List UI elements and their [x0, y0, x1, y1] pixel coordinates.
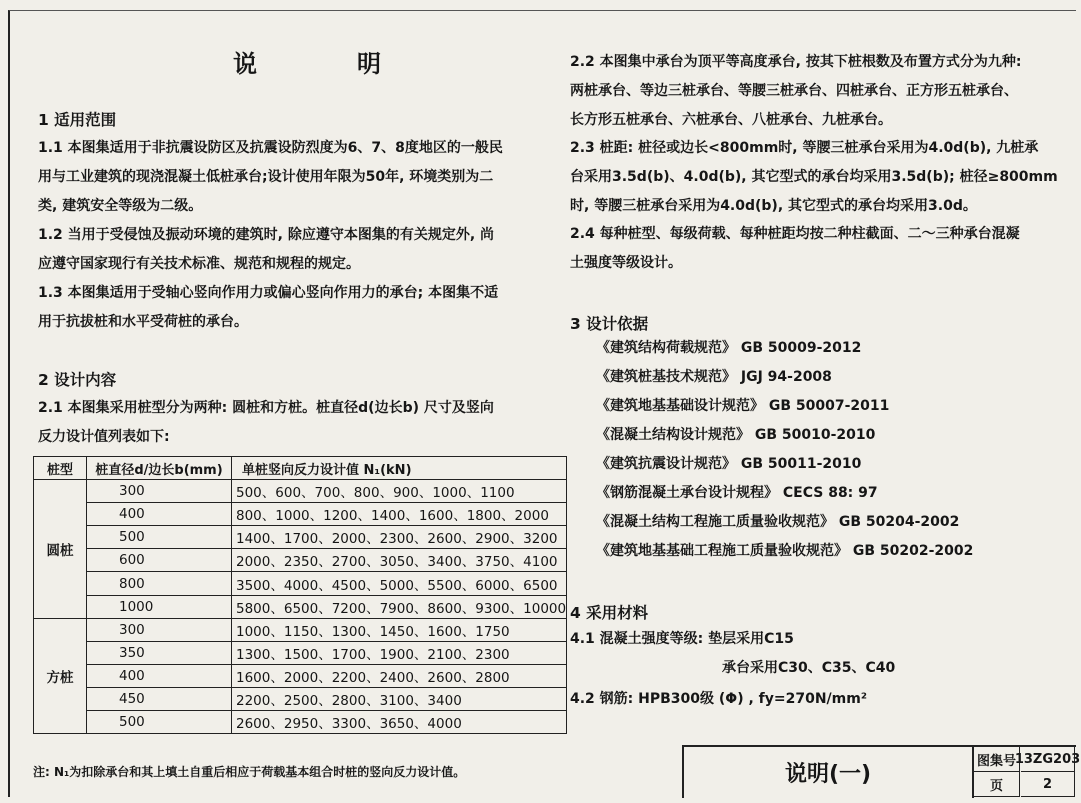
values-cell: 800、1000、1200、1400、1600、1800、2000 [232, 503, 567, 526]
size-cell: 450 [87, 687, 232, 710]
page-number: 2 [1021, 772, 1075, 797]
section-1-heading: 1 适用范围 [38, 111, 117, 129]
text-line: 2.3 桩距: 桩径或边长<800mm时, 等腰三桩承台采用为4.0d(b), 九桩承 [570, 140, 1039, 156]
size-cell: 1000 [87, 595, 232, 618]
table-row [34, 503, 567, 526]
sheet-title: 说明(一) [684, 747, 974, 798]
size-cell: 350 [87, 641, 232, 664]
values-cell: 2000、2350、2700、3050、3400、3750、4100 [232, 549, 567, 572]
reference-item: 《建筑地基基础工程施工质量验收规范》 GB 50202-2002 [596, 543, 974, 559]
values-cell: 1000、1150、1300、1450、1600、1750 [232, 618, 567, 641]
text-line: 2.2 本图集中承台为顶平等高度承台, 按其下桩根数及布置方式分为九种: [570, 54, 1022, 70]
text-line: 类, 建筑安全等级为二级。 [38, 198, 203, 214]
page-title: 说 明 [233, 50, 419, 78]
material-concrete-cap: 承台采用C30、C35、C40 [722, 660, 896, 676]
section-4-heading: 4 采用材料 [570, 604, 649, 622]
table-footnote: 注: N₁为扣除承台和其上填土自重后相应于荷载基本组合时桩的竖向反力设计值。 [33, 765, 466, 779]
section-3-heading: 3 设计依据 [570, 315, 649, 333]
column-header: 单桩竖向反力设计值 N₁(kN) [232, 457, 567, 480]
page-label: 页 [974, 772, 1020, 797]
text-line: 1.1 本图集适用于非抗震设防区及抗震设防烈度为6、7、8度地区的一般民 [38, 140, 503, 156]
pile-type-cell: 方桩 [34, 618, 87, 733]
text-line: 2.4 每种桩型、每级荷载、每种桩距均按二种柱截面、二～三种承台混凝 [570, 226, 1020, 242]
size-cell: 400 [87, 664, 232, 687]
text-line: 台采用3.5d(b)、4.0d(b), 其它型式的承台均采用3.5d(b); 桩径≥800mm [570, 169, 1058, 185]
atlas-number: 13ZG203 [1021, 747, 1075, 772]
size-cell: 500 [87, 711, 232, 734]
reference-item: 《建筑结构荷载规范》 GB 50009-2012 [596, 340, 862, 356]
size-cell: 300 [87, 618, 232, 641]
reference-list [596, 337, 973, 569]
reference-item: 《钢筋混凝土承台设计规程》 CECS 88: 97 [596, 485, 878, 501]
text-line: 两桩承台、等边三桩承台、等腰三桩承台、四桩承台、正方形五桩承台、 [570, 83, 1018, 99]
reference-item: 《建筑抗震设计规范》 GB 50011-2010 [596, 456, 862, 472]
column-header: 桩型 [34, 457, 87, 480]
table-header-row [34, 457, 567, 480]
section-2-3 [570, 134, 1058, 221]
section-2-2 [570, 48, 1021, 135]
table-row [34, 595, 567, 618]
values-cell: 2600、2950、3300、3650、4000 [232, 711, 567, 734]
text-line: 用于抗拔桩和水平受荷桩的承台。 [38, 314, 248, 330]
table-row [34, 664, 567, 687]
values-cell: 3500、4000、4500、5000、5500、6000、6500 [232, 572, 567, 595]
size-cell: 400 [87, 503, 232, 526]
values-cell: 500、600、700、800、900、1000、1100 [232, 480, 567, 503]
column-header: 桩直径d/边长b(mm) [87, 457, 232, 480]
section-2-4 [570, 220, 1020, 278]
values-cell: 1400、1700、2000、2300、2600、2900、3200 [232, 526, 567, 549]
values-cell: 5800、6500、7200、7900、8600、9300、10000 [232, 595, 567, 618]
values-cell: 1300、1500、1700、1900、2100、2300 [232, 641, 567, 664]
pile-type-cell: 圆桩 [34, 480, 87, 619]
size-cell: 300 [87, 480, 232, 503]
text-line: 反力设计值列表如下: [38, 429, 170, 445]
reference-item: 《混凝土结构工程施工质量验收规范》 GB 50204-2002 [596, 514, 960, 530]
section-2-body [38, 394, 494, 452]
table-row [34, 572, 567, 595]
size-cell: 500 [87, 526, 232, 549]
text-line: 土强度等级设计。 [570, 255, 682, 271]
size-cell: 600 [87, 549, 232, 572]
text-line: 长方形五桩承台、六桩承台、八桩承台、九桩承台。 [570, 112, 892, 128]
reference-item: 《建筑桩基技术规范》 JGJ 94-2008 [596, 369, 832, 385]
table-row [34, 687, 567, 710]
values-cell: 1600、2000、2200、2400、2600、2800 [232, 664, 567, 687]
text-line: 1.2 当用于受侵蚀及振动环境的建筑时, 除应遵守本图集的有关规定外, 尚 [38, 227, 495, 243]
atlas-number-label: 图集号 [974, 747, 1020, 772]
reference-item: 《建筑地基基础设计规范》 GB 50007-2011 [596, 398, 890, 414]
table-row [34, 549, 567, 572]
section-2-heading: 2 设计内容 [38, 371, 117, 389]
table-row [34, 711, 567, 734]
values-cell: 2200、2500、2800、3100、3400 [232, 687, 567, 710]
text-line: 1.3 本图集适用于受轴心竖向作用力或偏心竖向作用力的承台; 本图集不适 [38, 285, 499, 301]
text-line: 应遵守国家现行有关技术标准、规范和规程的规定。 [38, 256, 360, 272]
pile-capacity-table [33, 456, 567, 734]
size-cell: 800 [87, 572, 232, 595]
table-row [34, 526, 567, 549]
table-row [34, 641, 567, 664]
table-row [34, 480, 567, 503]
material-steel: 4.2 钢筋: HPB300级 (Φ) , fy=270N/mm² [570, 691, 867, 707]
reference-item: 《混凝土结构设计规范》 GB 50010-2010 [596, 427, 876, 443]
text-line: 时, 等腰三桩承台采用为4.0d(b), 其它型式的承台均采用3.0d。 [570, 198, 977, 214]
table-row [34, 618, 567, 641]
title-block [682, 745, 1081, 798]
text-line: 用与工业建筑的现浇混凝土低桩承台;设计使用年限为50年, 环境类别为二 [38, 169, 494, 185]
section-1-body [38, 134, 503, 337]
material-concrete: 4.1 混凝土强度等级: 垫层采用C15 [570, 631, 794, 647]
text-line: 2.1 本图集采用桩型分为两种: 圆桩和方桩。桩直径d(边长b) 尺寸及竖向 [38, 400, 494, 416]
